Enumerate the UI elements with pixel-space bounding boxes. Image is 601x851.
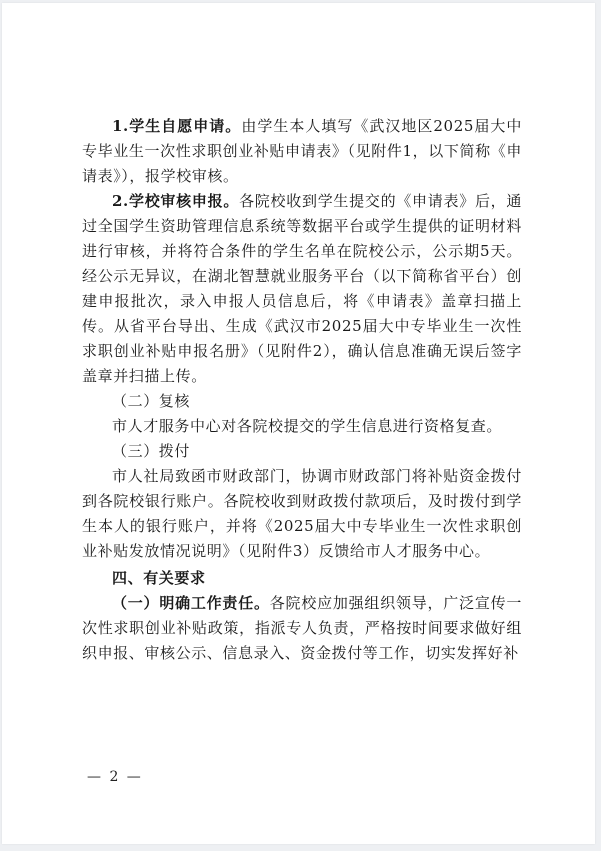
- document-page: [2, 3, 595, 844]
- paragraph-text: 由学生本人填写《武汉地区2025届大中专毕业生一次性求职创业补贴申请表》（见附件1，以下简称《申请表》），报学校审核。: [82, 117, 523, 185]
- paragraph-student-apply: [82, 114, 522, 189]
- paragraph-school-review: [82, 189, 522, 389]
- paragraph-work-responsibility: [82, 591, 522, 666]
- paragraph-text: 各院校收到学生提交的《申请表》后，通过全国学生资助管理信息系统等数据平台或学生提供的证明材料进行审核，并将符合条件的学生名单在院校公示，公示期5天。经公示无异议，在湖北智慧就业服务平台（以下简称省平台）创建申报批次，录入申报人员信息后，将《申请表》盖章扫描上传。从省平台导出、生成《武汉市2025届大中专毕业生一次性求职创业补贴申报名册》（见附件2），确认信息准确无误后签字盖章并扫描上传。: [82, 192, 522, 385]
- paragraph-text: 各院校应加强组织领导，广泛宣传一次性求职创业补贴政策，指派专人负责，严格按时间要求做好组织申报、审核公示、信息录入、资金拨付等工作，切实发挥好补: [82, 594, 522, 662]
- section-allocate-text: 市人社局致函市财政部门，协调市财政部门将补贴资金拨付到各院校银行账户。各院校收到财政拨付款项后，及时拨付到学生本人的银行账户，并将《2025届大中专毕业生一次性求职创业补贴发放情况说明》（见附件3）反馈给市人才服务中心。: [82, 467, 522, 560]
- section-review-heading: （二）复核: [112, 392, 191, 410]
- paragraph-lead: 2.学校审核申报。: [112, 192, 240, 210]
- page-number: — 2 —: [87, 769, 143, 785]
- paragraph-lead: （一）明确工作责任。: [112, 594, 270, 612]
- paragraph-lead: 1.学生自愿申请。: [112, 117, 242, 135]
- document-body: [82, 114, 522, 666]
- section-allocate-heading: （三）拨付: [112, 442, 191, 460]
- section-review-text: 市人才服务中心对各院校提交的学生信息进行资格复查。: [112, 417, 503, 435]
- section-four-heading: 四、有关要求: [112, 569, 206, 587]
